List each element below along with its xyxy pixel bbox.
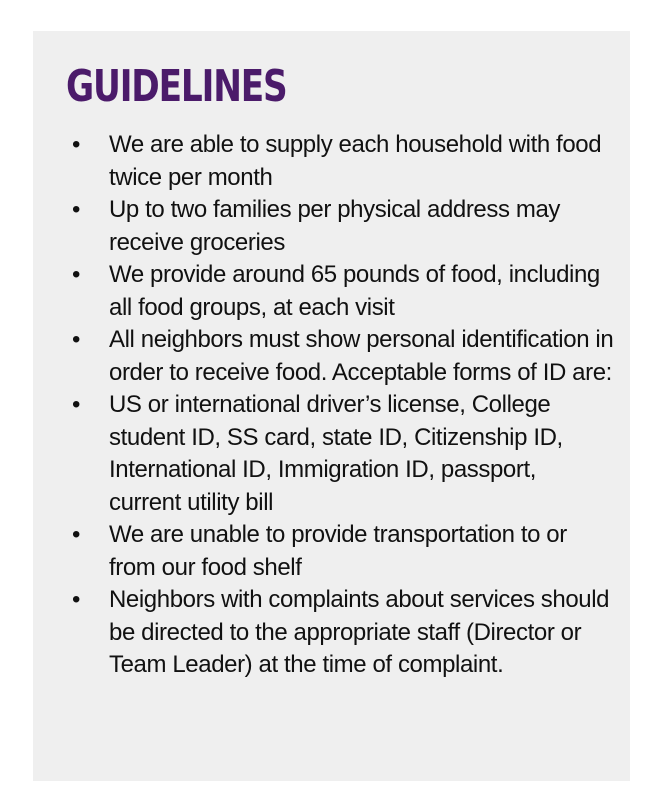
bullet-icon: •: [72, 326, 81, 353]
guideline-item: [66, 129, 614, 194]
guideline-item: [66, 584, 614, 682]
guideline-text: We are unable to provide transportation to or from our food shelf: [109, 521, 567, 581]
bullet-icon: •: [72, 131, 81, 158]
bullet-icon: •: [72, 196, 81, 223]
guideline-text: Up to two families per physical address may receive groceries: [109, 196, 560, 256]
guidelines-card: [33, 31, 630, 781]
guideline-item: [66, 389, 614, 519]
guideline-text: We provide around 65 pounds of food, including all food groups, at each visit: [109, 261, 600, 321]
guideline-item: [66, 259, 614, 324]
guidelines-list: [66, 129, 614, 682]
guidelines-title: GUIDELINES: [66, 61, 287, 112]
guideline-item: [66, 324, 614, 389]
bullet-icon: •: [72, 261, 81, 288]
guideline-text: We are able to supply each household with food twice per month: [109, 131, 602, 191]
bullet-icon: •: [72, 586, 81, 613]
bullet-icon: •: [72, 391, 81, 418]
bullet-icon: •: [72, 521, 81, 548]
guideline-text: US or international driver’s license, College student ID, SS card, state ID, Citizenship ID, International ID, Immigration ID, passport, current utility bill: [109, 391, 563, 516]
guideline-item: [66, 194, 614, 259]
guideline-text: Neighbors with complaints about services should be directed to the appropriate staff (Director or Team Leader) at the time of complaint.: [109, 586, 610, 678]
guideline-item: [66, 519, 614, 584]
guideline-text: All neighbors must show personal identification in order to receive food. Acceptable forms of ID are:: [109, 326, 614, 386]
